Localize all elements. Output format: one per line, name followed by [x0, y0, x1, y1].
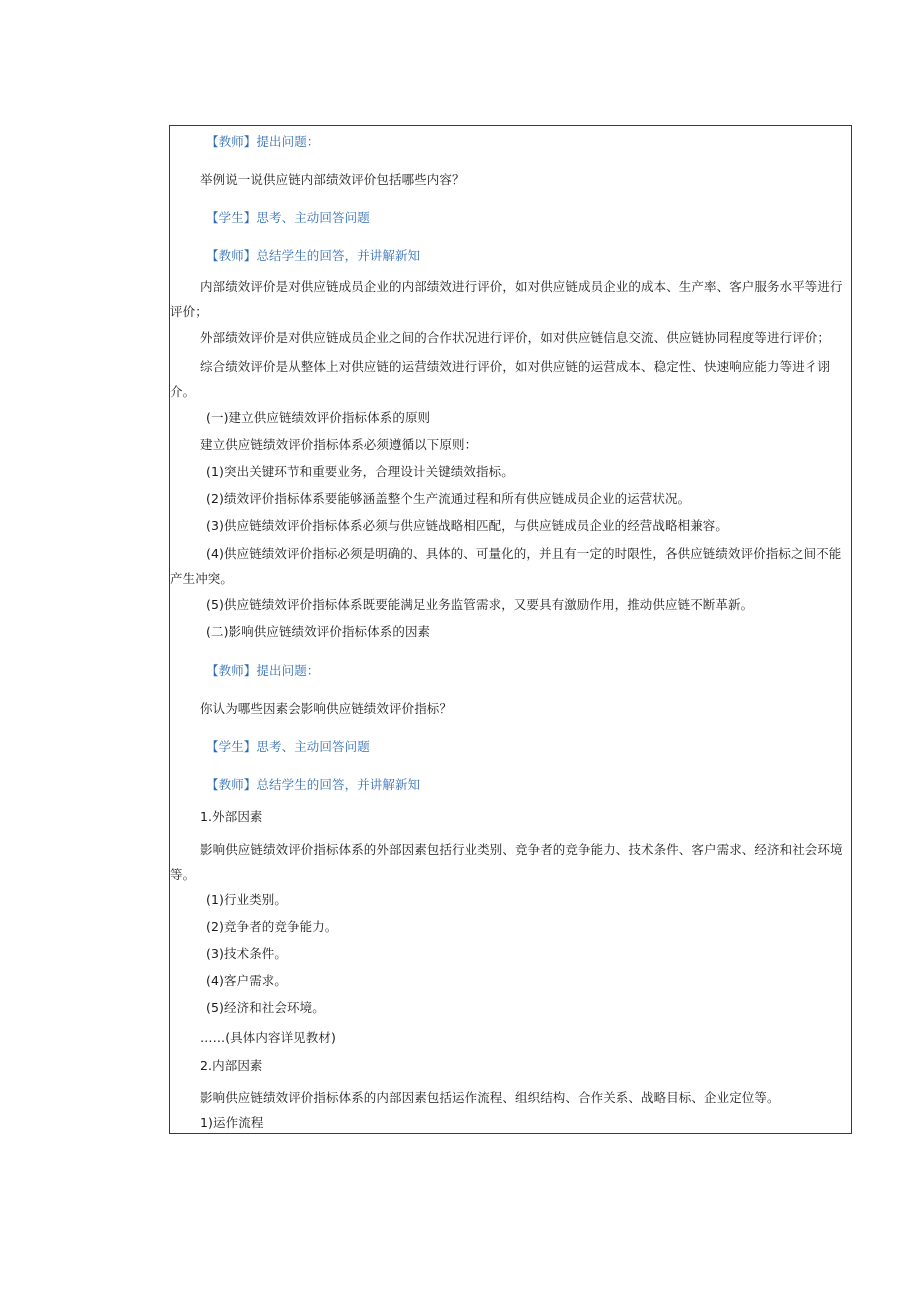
- student-action-label: 【学生】思考、主动回答问题: [206, 210, 370, 225]
- paragraph-internal-evaluation: 内部绩效评价是对供应链成员企业的内部绩效进行评价，如对供应链成员企业的成本、生产率、客户服务水平等进行评价；: [170, 279, 843, 319]
- teacher-question-label: 【教师】提出问题：: [206, 663, 320, 678]
- subheading-operation-process: 1)运作流程: [200, 1115, 264, 1130]
- paragraph-comprehensive-evaluation: 综合绩效评价是从整体上对供应链的运营绩效进行评价，如对供应链的运营成本、稳定性、快速响应能力等进彳诩介。: [170, 359, 831, 399]
- factor-item: (2)竞争者的竞争能力。: [206, 919, 338, 934]
- principle-item: (4)供应链绩效评价指标必须是明确的、具体的、可量化的，并且有一定的时限性，各供应链绩效评价指标之间不能产生冲突。: [170, 546, 842, 586]
- factor-item: (3)技术条件。: [206, 946, 288, 961]
- paragraph-external-evaluation: 外部绩效评价是对供应链成员企业之间的合作状况进行评价，如对供应链信息交流、供应链协同程度等进行评价；: [200, 330, 831, 345]
- student-action-label: 【学生】思考、主动回答问题: [206, 739, 370, 754]
- factor-item: (5)经济和社会环境。: [206, 1000, 325, 1015]
- question-text: 举例说一说供应链内部绩效评价包括哪些内容？: [200, 172, 465, 187]
- principle-item: (3)供应链绩效评价指标体系必须与供应链战略相匹配，与供应链成员企业的经营战略相兼容。: [206, 518, 729, 533]
- question-text: 你认为哪些因素会影响供应链绩效评价指标？: [200, 701, 453, 716]
- principle-item: (1)突出关键环节和重要业务，合理设计关键绩效指标。: [206, 464, 514, 479]
- paragraph-internal-factors: 影响供应链绩效评价指标体系的内部因素包括运作流程、组织结构、合作关系、战略目标、企业定位等。: [200, 1090, 780, 1105]
- see-textbook-note: ……(具体内容详见教材): [200, 1030, 336, 1045]
- teacher-summary-label: 【教师】总结学生的回答，并讲解新知: [206, 777, 421, 792]
- principle-item: (2)绩效评价指标体系要能够涵盖整个生产流通过程和所有供应链成员企业的运营状况。: [206, 491, 691, 506]
- subheading-internal-factors: 2.内部因素: [200, 1058, 263, 1073]
- factor-item: (4)客户需求。: [206, 973, 288, 988]
- subheading-external-factors: 1.外部因素: [200, 809, 263, 824]
- principle-item: (5)供应链绩效评价指标体系既要能满足业务监管需求，又要具有激励作用，推动供应链不断革新。: [206, 597, 754, 612]
- teacher-summary-label: 【教师】总结学生的回答，并讲解新知: [206, 248, 421, 263]
- paragraph-external-factors: 影响供应链绩效评价指标体系的外部因素包括行业类别、竞争者的竞争能力、技术条件、客户需求、经济和社会环境等。: [170, 842, 843, 882]
- factor-item: (1)行业类别。: [206, 892, 288, 907]
- section-heading-factors: (二)影响供应链绩效评价指标体系的因素: [206, 624, 431, 639]
- principles-intro: 建立供应链绩效评价指标体系必须遵循以下原则：: [200, 437, 478, 452]
- teacher-question-label: 【教师】提出问题：: [206, 134, 320, 149]
- section-heading-principles: (一)建立供应链绩效评价指标体系的原则: [206, 410, 431, 425]
- content-table-cell: [169, 125, 852, 1134]
